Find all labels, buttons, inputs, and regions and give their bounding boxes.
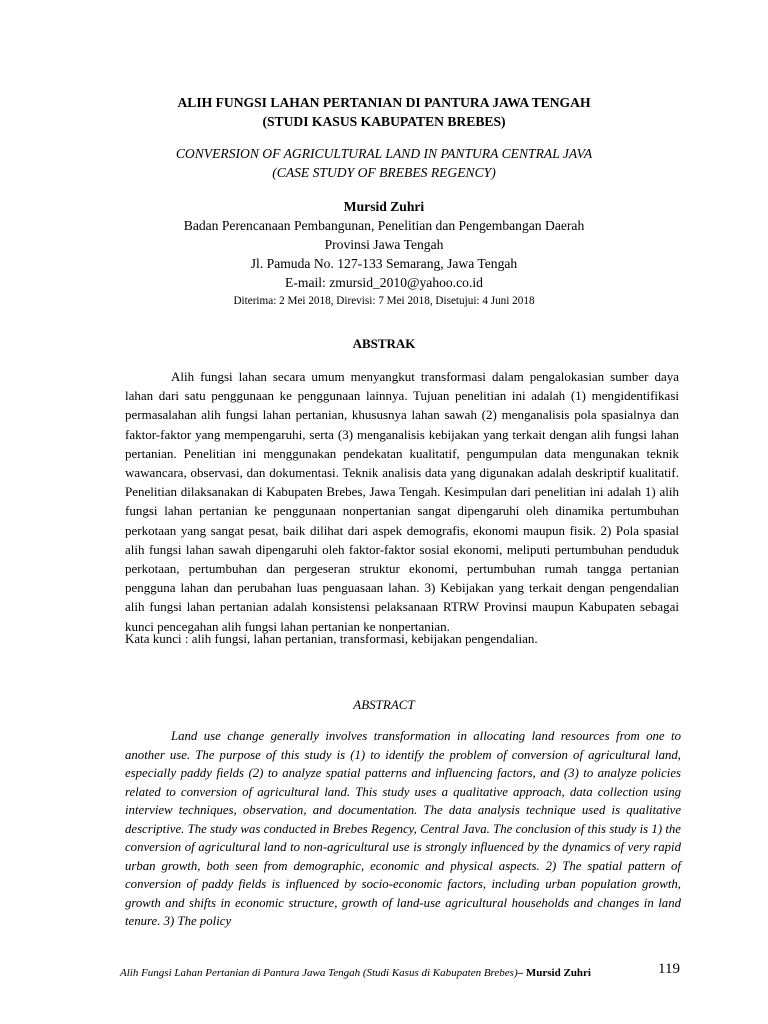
author-email: E-mail: zmursid_2010@yahoo.co.id bbox=[285, 275, 483, 290]
submission-dates: Diterima: 2 Mei 2018, Direvisi: 7 Mei 2018, Disetujui: 4 Juni 2018 bbox=[233, 295, 535, 307]
author-name: Mursid Zuhri bbox=[343, 199, 425, 214]
page-number: 119 bbox=[658, 961, 680, 977]
footer-author: – Mursid Zuhri bbox=[517, 967, 591, 979]
author-address: Jl. Pamuda No. 127-133 Semarang, Jawa Tengah bbox=[250, 256, 518, 271]
author-info bbox=[110, 197, 658, 309]
title-line-2: (STUDI KASUS KABUPATEN BREBES) bbox=[262, 114, 506, 129]
keywords: Kata kunci : alih fungsi, lahan pertanian, transformasi, kebijakan pengendalian. bbox=[125, 631, 538, 646]
abstract-body bbox=[125, 727, 681, 931]
english-title-line-2: (CASE STUDY OF BREBES REGENCY) bbox=[272, 165, 496, 180]
author-institution: Badan Perencanaan Pembangunan, Penelitian dan Pengembangan Daerah bbox=[183, 218, 585, 233]
title-line-1: ALIH FUNGSI LAHAN PERTANIAN DI PANTURA JAWA TENGAH bbox=[177, 95, 591, 110]
paper-title bbox=[110, 93, 658, 131]
page-footer bbox=[120, 963, 680, 983]
author-province: Provinsi Jawa Tengah bbox=[324, 237, 444, 252]
footer-title-text: Alih Fungsi Lahan Pertanian di Pantura Jawa Tengah (Studi Kasus di Kabupaten Brebes) bbox=[120, 967, 518, 979]
abstrak-body bbox=[125, 367, 679, 636]
abstrak-heading: ABSTRAK bbox=[352, 336, 416, 351]
footer-running-title bbox=[120, 965, 591, 981]
abstract-heading: ABSTRACT bbox=[353, 697, 415, 712]
english-title bbox=[110, 144, 658, 182]
english-title-line-1: CONVERSION OF AGRICULTURAL LAND IN PANTURA CENTRAL JAVA bbox=[175, 146, 593, 161]
abstract-paragraph: Land use change generally involves transformation in allocating land resources from one to another use. The purpose of this study is (1) to identify the problem of conversion of agricultural land, especially paddy fields (2) to analyze spatial patterns and influencing factors, and (3) to analyze policies related to conversion of agricultural land. This study uses a qualitative approach, data collection using interview techniques, observation, and documentation. The data analysis technique used is qualitative descriptive. The study was conducted in Brebes Regency, Central Java. The conclusion of this study is 1) the conversion of agricultural land to non-agricultural use is strongly influenced by the dynamics of very rapid urban growth, both seen from demographic, economic and physical aspects. 2) The spatial pattern of conversion of paddy fields is influenced by socio-economic factors, including urban population growth, growth and shifts in economic structure, growth of land-use agricultural households and changes in land tenure. 3) The policy bbox=[125, 729, 681, 928]
abstrak-paragraph: Alih fungsi lahan secara umum menyangkut transformasi dalam pengalokasian sumber daya lahan dari satu penggunaan ke penggunaan lainnya. Tujuan penelitian ini adalah (1) mengidentifikasi permasalahan alih fungsi lahan pertanian, khususnya lahan sawah (2) menganalisis pola spasialnya dan faktor-faktor yang mempengaruhi, serta (3) menganalisis kebijakan yang terkait dengan alih fungsi lahan pertanian. Penelitian ini menggunakan pendekatan kualitatif, pengumpulan data mengunakan teknik wawancara, observasi, dan dokumentasi. Teknik analisis data yang digunakan adalah deskriptif kualitatif. Penelitian dilaksanakan di Kabupaten Brebes, Jawa Tengah. Kesimpulan dari penelitian ini adalah 1) alih fungsi lahan pertanian ke penggunaan nonpertanian sangat dipengaruhi oleh dinamika pertumbuhan perkotaan yang sangat pesat, baik dilihat dari aspek demografis, ekonomi maupun fisik. 2) Pola spasial alih fungsi lahan sawah dipengaruhi oleh faktor-faktor sosial ekonomi, meliputi pertumbuhan penduduk perkotaan, pertumbuhan dan pergeseran struktur ekonomi, pertumbuhan rumah tangga pertanian pengguna lahan dan perubahan luas penguasaan lahan. 3) Kebijakan yang terkait dengan pengendalian alih fungsi lahan pertanian adalah konsistensi pelaksanaan RTRW Provinsi maupun Kabupaten sebagai kunci pencegahan alih fungsi lahan pertanian ke nonpertanian. bbox=[125, 369, 679, 634]
